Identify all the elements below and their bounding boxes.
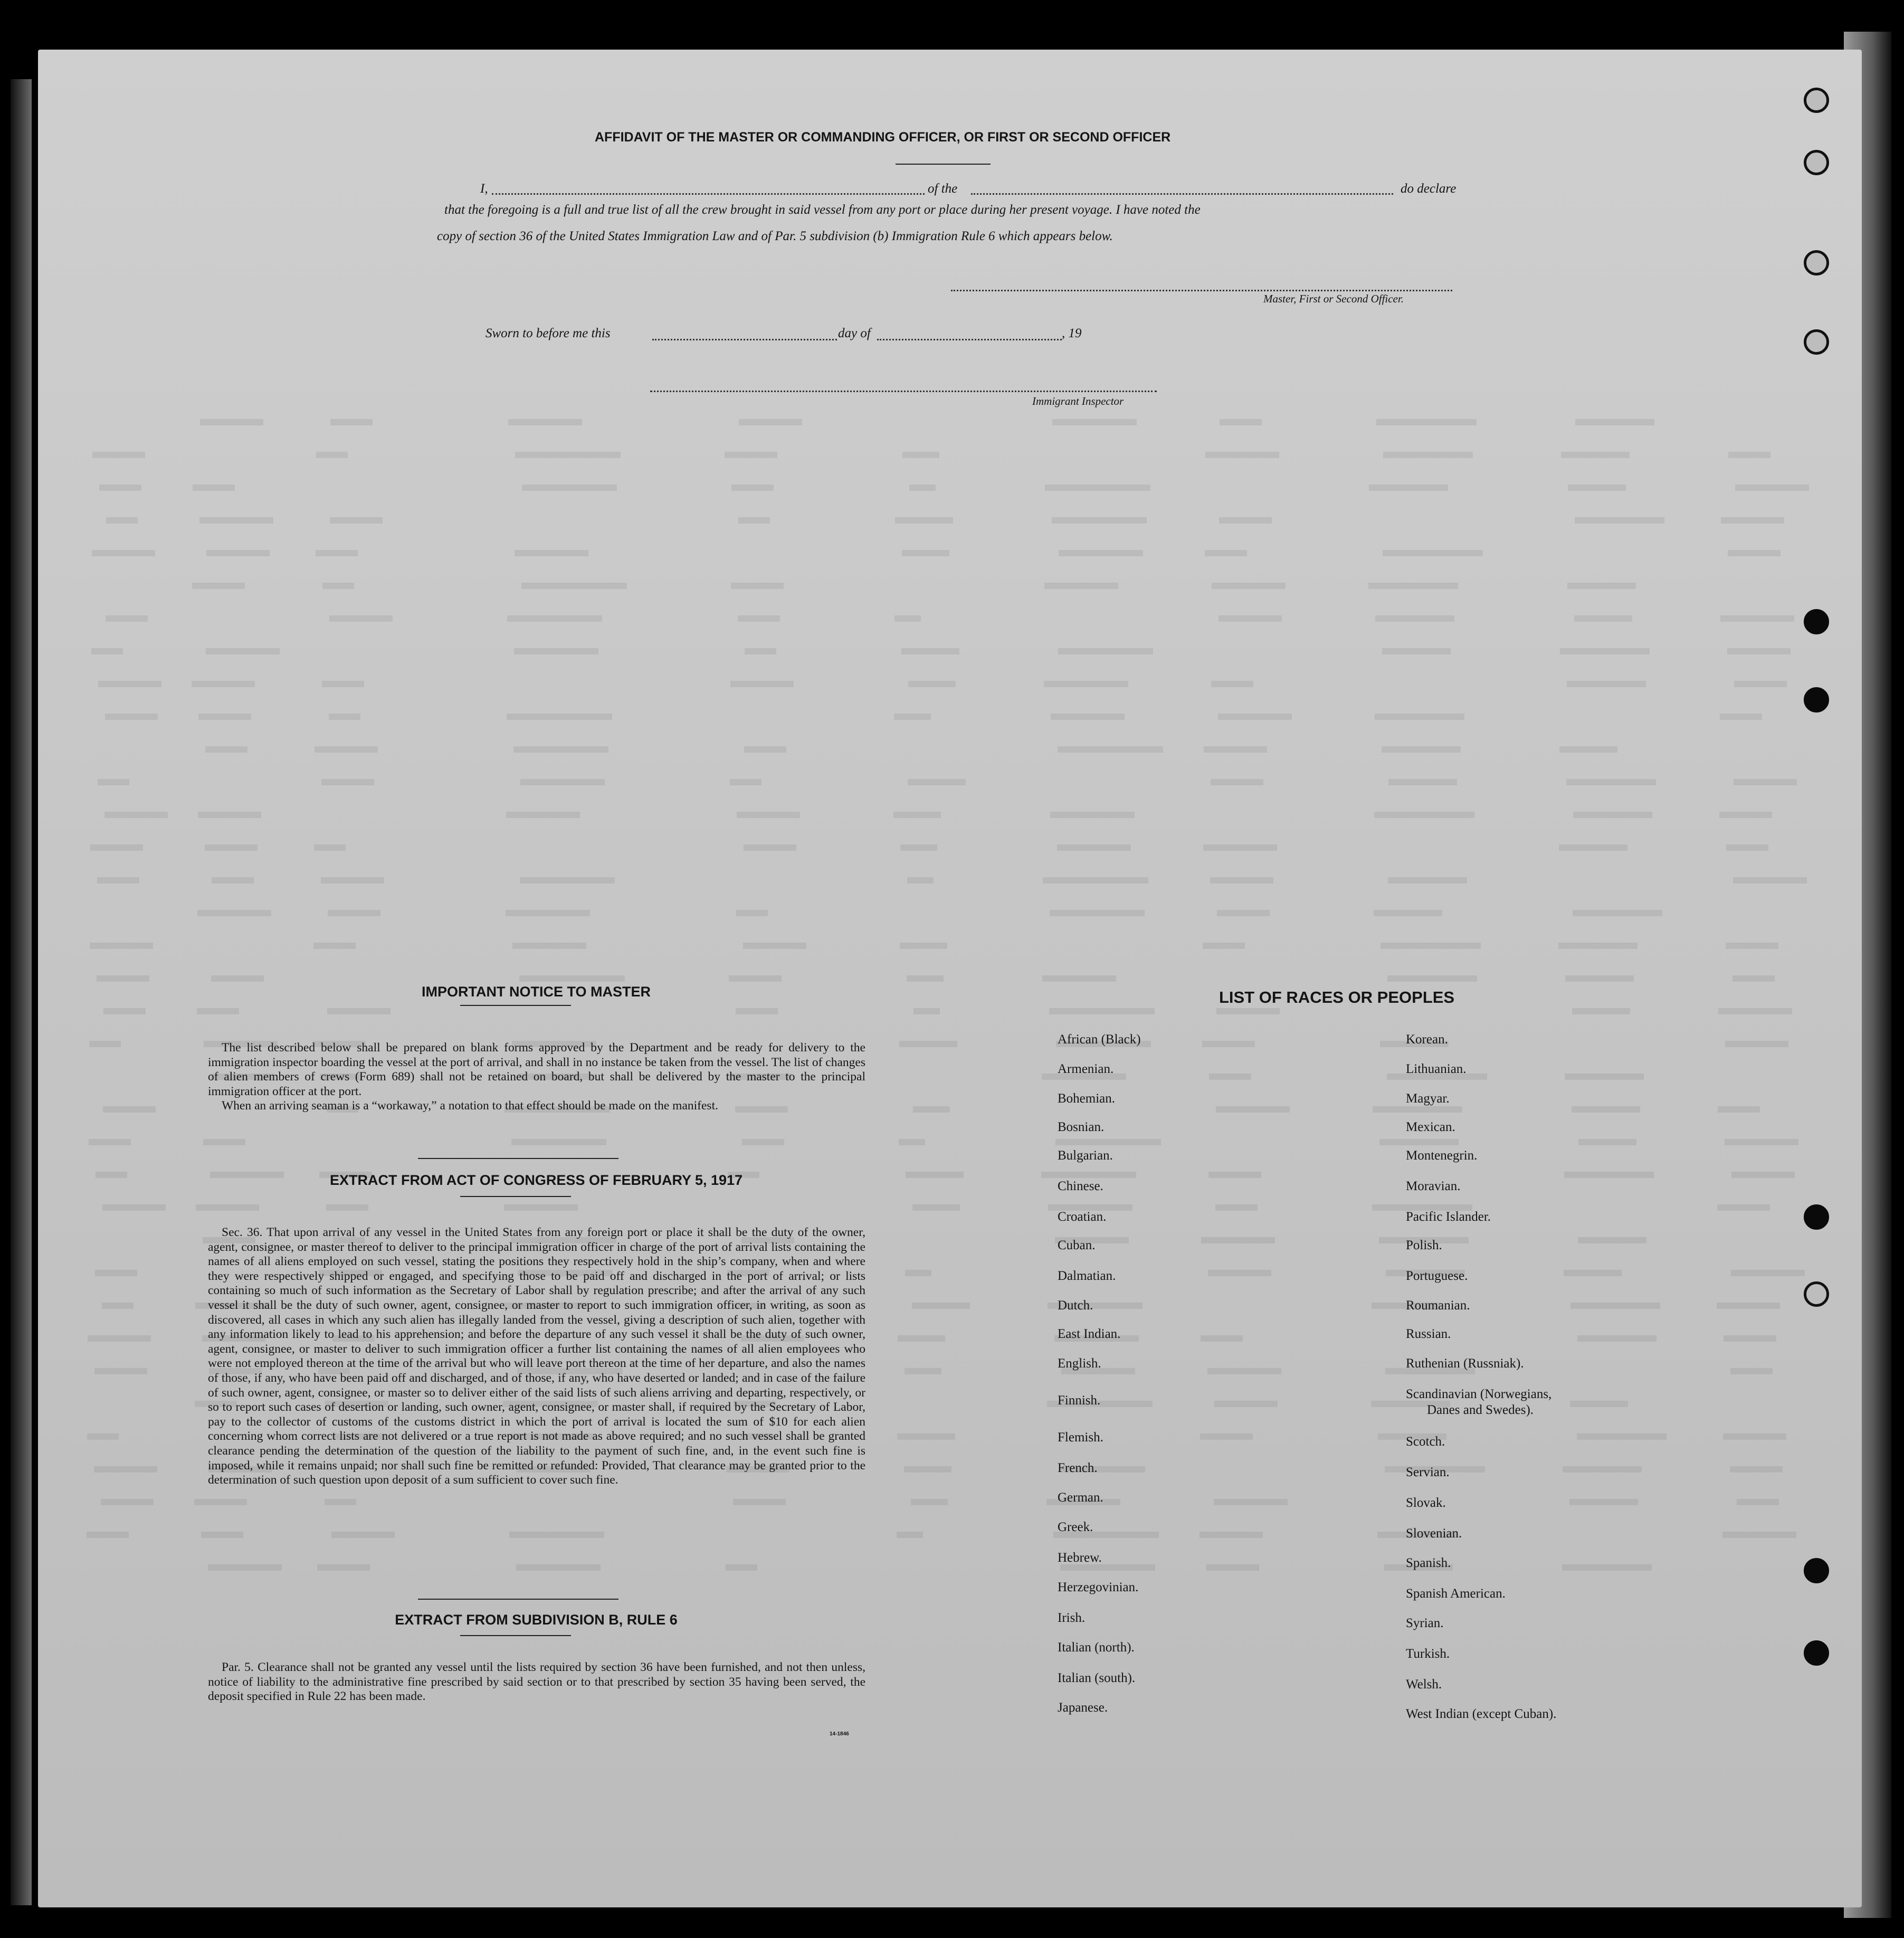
race-item: Irish. [1058,1611,1086,1625]
race-item: Polish. [1406,1238,1442,1252]
race-item: Welsh. [1406,1677,1442,1692]
title-divider [896,164,991,165]
race-item: Syrian. [1406,1616,1444,1630]
section-36-text: Sec. 36. That upon arrival of any vessel in the United States from any foreign port or place it shall be the duty of the owner, agent, consignee, or master thereof to deliver to the principal immigration officer in charge of the port of arrival lists containing the names of all aliens employed on such vessel, stating the positions they respectively hold in the ship’s company, when and where they were respectively shipped or engaged, and specifying those to be paid off and discharged in the port of arrival; or lists containing so much of such information as the Secretary of Labor shall by regulation prescribe; and after the arrival of any such vessel it shall be the duty of such owner, agent, consignee, or master to report to such immigration officer, in writing, as soon as discovered, all cases in which any such alien has illegally landed from the vessel, giving a description of such alien, together with any information likely to lead to his apprehension; and before the departure of any such vessel it shall be the duty of such owner, agent, consignee, or master to deliver to such immigration officer a further list containing the names of all alien employees who were not employed thereon at the time of the arrival but who will leave port thereon at the time of her departure, and also the names of those, if any, who have been paid off and discharged, and of those, if any, who have deserted or landed; and in case of the failure of such owner, agent, consignee, or master so to deliver either of the said lists of such aliens arriving and departing, respectively, or so to report such cases of desertion or landing, such owner, agent, consignee, or master shall, if required by the Secretary of Labor, pay to the collector of customs of the customs district in which the port of arrival is located the sum of $10 for each alien concerning whom correct lists are not delivered or a true report is not made as above required; and no such vessel shall be granted clearance pending the determination of the question of the liability to the payment of such fine, and, in the event such fine is imposed, while it remains unpaid; nor shall such fine be remitted or refunded: Provided, That clearance may be granted prior to the determination of such question upon deposit of a sum sufficient to cover such fine. [208,1226,865,1487]
rule-extract-divider [460,1635,571,1636]
race-item: Herzegovinian. [1058,1580,1139,1594]
par-5-text: Par. 5. Clearance shall not be granted any vessel until the lists required by section 36 have been furnished, and not then unless, notice of liability to the administrative fine prescribed by said section or to that prescribed by section 35 having been served, the deposit specified in Rule 22 has been made. [208,1660,865,1704]
binder-hole-open [1804,150,1829,175]
inspector-signature-field[interactable] [650,391,1157,392]
rule-extract-title: EXTRACT FROM SUBDIVISION B, RULE 6 [395,1612,678,1628]
race-item: Japanese. [1058,1700,1108,1715]
race-item: West Indian (except Cuban). [1406,1707,1557,1721]
binder-hole-punched [1804,1204,1829,1230]
binder-hole-punched [1804,687,1829,712]
race-item: Moravian. [1406,1179,1461,1193]
race-item: Cuban. [1058,1238,1096,1252]
master-name-field[interactable] [492,193,925,195]
affidavit-line-2: copy of section 36 of the United States Immigration Law and of Par. 5 subdivision (b) Immigration Rule 6 which appears below. [437,229,1113,243]
year-label: , 19 [1062,326,1082,340]
race-item: Servian. [1406,1465,1450,1479]
affidavit-do-declare: do declare [1401,182,1456,196]
race-item: Spanish. [1406,1556,1451,1570]
notice-title: IMPORTANT NOTICE TO MASTER [422,984,651,1000]
bleed-through-text [38,50,1862,1907]
signature-label: Master, First or Second Officer. [1263,292,1404,305]
sworn-month-field[interactable] [877,339,1062,340]
act-extract-end-divider [418,1599,618,1600]
binder-hole-open [1804,250,1829,276]
race-item: Roumanian. [1406,1298,1470,1313]
race-item: Flemish. [1058,1430,1103,1445]
race-item: Montenegrin. [1406,1148,1478,1163]
races-title: LIST OF RACES OR PEOPLES [1219,988,1455,1006]
binder-hole-open [1804,88,1829,113]
binder-hole-punched [1804,1558,1829,1583]
affidavit-title: AFFIDAVIT OF THE MASTER OR COMMANDING OFFICER, OR FIRST OR SECOND OFFICER [595,130,1171,145]
race-item: East Indian. [1058,1327,1121,1341]
notice-paragraph-1: The list described below shall be prepared on blank forms approved by the Department and be ready for delivery to the immigration inspector boarding the vessel at the port of arrival, and shall in no instance be taken from the vessel. The list of changes of alien members of crews (Form 689) shall not be retained on board, but shall be delivered by the master to the principal immigration officer at the port. [208,1041,865,1098]
race-item: Mexican. [1406,1120,1455,1134]
sworn-label: Sworn to before me this [485,326,611,340]
race-item: African (Black) [1058,1032,1141,1047]
race-item: Italian (south). [1058,1671,1136,1685]
race-item: Italian (north). [1058,1640,1135,1655]
race-item: Scotch. [1406,1434,1445,1449]
notice-divider [460,1005,571,1006]
race-item: Danes and Swedes). [1427,1403,1534,1417]
race-item: English. [1058,1356,1101,1371]
race-item: Slovak. [1406,1496,1446,1510]
race-item: Finnish. [1058,1393,1101,1408]
race-item: Croatian. [1058,1210,1107,1224]
race-item: Slovenian. [1406,1526,1462,1541]
race-item: Chinese. [1058,1179,1103,1193]
vessel-name-field[interactable] [971,193,1393,195]
day-of-label: day of [838,326,871,340]
race-item: Lithuanian. [1406,1062,1467,1076]
race-item: Dutch. [1058,1298,1093,1313]
binder-hole-open [1804,1281,1829,1307]
race-item: Korean. [1406,1032,1448,1047]
act-extract-title: EXTRACT FROM ACT OF CONGRESS OF FEBRUARY 5, 1917 [329,1172,743,1188]
sworn-day-field[interactable] [652,339,837,340]
notice-body [208,1041,865,1114]
race-item: Bosnian. [1058,1120,1105,1134]
race-item: Spanish American. [1406,1586,1506,1601]
race-item: Magyar. [1406,1091,1450,1106]
rule-extract-body [208,1660,865,1704]
binder-hole-punched [1804,609,1829,634]
affidavit-line-1: that the foregoing is a full and true list of all the crew brought in said vessel from any port or place during her present voyage. I have noted the [444,203,1201,217]
race-item: Portuguese. [1406,1269,1468,1283]
race-item: Greek. [1058,1520,1093,1534]
race-item: Dalmatian. [1058,1269,1116,1283]
race-item: German. [1058,1490,1103,1505]
affidavit-of-the-label: of the [928,182,958,196]
race-item: Bulgarian. [1058,1148,1113,1163]
officer-signature-field[interactable] [951,290,1452,291]
inspector-label: Immigrant Inspector [1032,395,1124,407]
affidavit-i-label: I, [480,182,488,196]
binding-edge-left [11,79,32,1905]
race-item: Russian. [1406,1327,1451,1341]
notice-end-divider [418,1158,618,1159]
race-item: Turkish. [1406,1647,1450,1661]
act-extract-divider [460,1196,571,1197]
race-item: Scandinavian (Norwegians, [1406,1387,1552,1401]
binder-hole-open [1804,329,1829,355]
manifest-page [38,50,1862,1907]
race-item: French. [1058,1461,1098,1475]
race-item: Armenian. [1058,1062,1114,1076]
race-item: Bohemian. [1058,1091,1116,1106]
race-item: Ruthenian (Russniak). [1406,1356,1524,1371]
race-item: Hebrew. [1058,1551,1102,1565]
notice-paragraph-2: When an arriving seaman is a “workaway,” a notation to that effect should be made on the manifest. [222,1099,718,1113]
race-item: Pacific Islander. [1406,1210,1491,1224]
binder-hole-punched [1804,1640,1829,1666]
act-extract-body [208,1226,865,1488]
form-code: 14-1846 [830,1731,849,1737]
